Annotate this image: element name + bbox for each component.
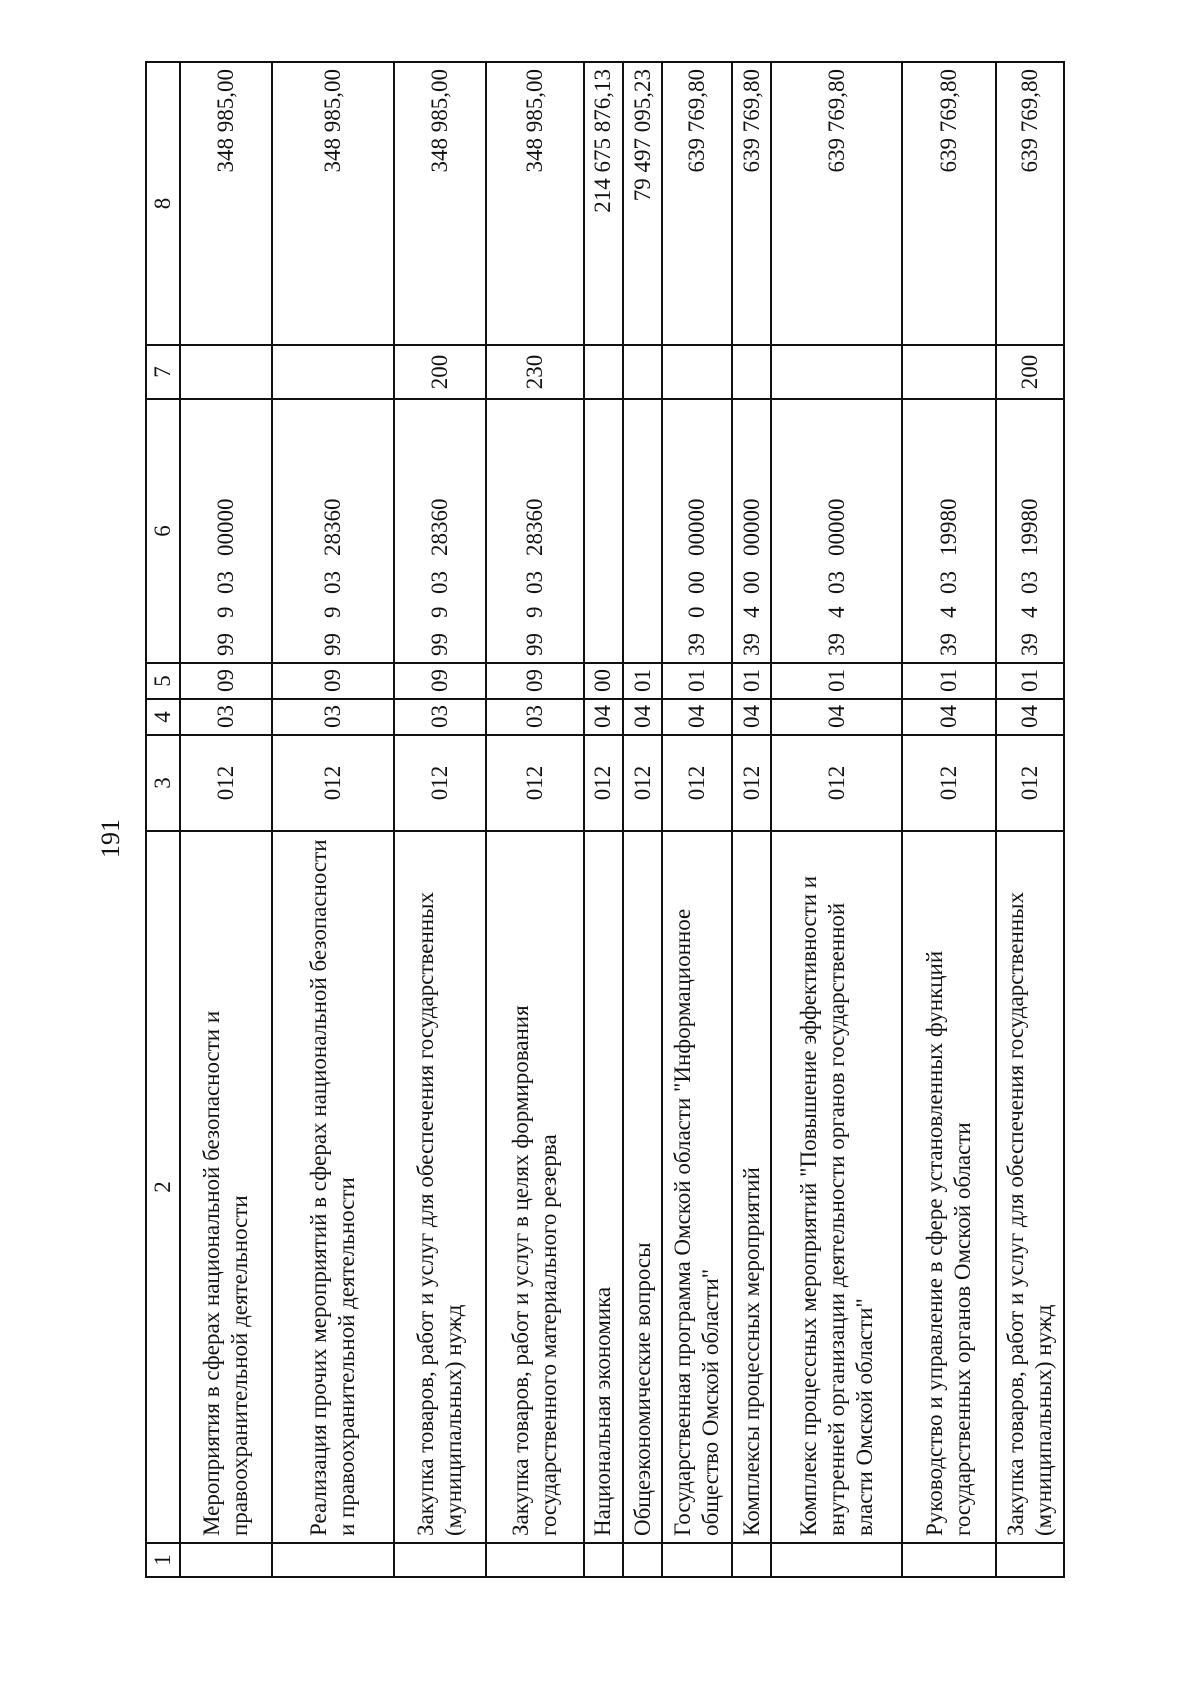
target-article-part: 99 <box>426 633 452 656</box>
target-article-part: 00 <box>684 571 710 594</box>
cell-col-1 <box>486 1543 584 1577</box>
table-row <box>902 62 996 1577</box>
cell-subsection: 09 <box>486 663 584 699</box>
cell-name: Комплексы процессных мероприятий <box>732 831 771 1543</box>
cell-subsection: 09 <box>272 663 394 699</box>
cell-target-article <box>394 399 486 663</box>
target-article-part: 4 <box>823 606 849 618</box>
target-article-part: 39 <box>823 633 849 656</box>
cell-subsection: 01 <box>662 663 732 699</box>
cell-section: 04 <box>996 699 1064 735</box>
cell-amount: 348 985,00 <box>394 62 486 345</box>
target-article-part: 03 <box>426 571 452 594</box>
cell-target-article <box>180 399 272 663</box>
cell-expense-type <box>902 345 996 399</box>
target-article-part: 00 <box>738 571 764 594</box>
cell-section: 04 <box>902 699 996 735</box>
cell-expense-type: 200 <box>996 345 1064 399</box>
cell-amount: 639 769,80 <box>732 62 771 345</box>
cell-col-1 <box>584 1543 623 1577</box>
cell-target-article <box>996 399 1064 663</box>
cell-amount: 348 985,00 <box>180 62 272 345</box>
cell-subsection: 01 <box>623 663 662 699</box>
cell-col-1 <box>996 1543 1064 1577</box>
cell-admin-code: 012 <box>623 735 662 831</box>
target-article-part: 39 <box>936 633 962 656</box>
target-article-part: 39 <box>1017 633 1043 656</box>
budget-table-rotated <box>145 63 1065 1578</box>
target-article-part: 03 <box>936 571 962 594</box>
table-row <box>486 62 584 1577</box>
cell-amount: 639 769,80 <box>771 62 902 345</box>
cell-expense-type <box>662 345 732 399</box>
cell-section: 04 <box>584 699 623 735</box>
target-article-part: 9 <box>426 606 452 618</box>
col-header-6: 6 <box>146 399 180 663</box>
cell-amount: 348 985,00 <box>272 62 394 345</box>
target-article-part: 28360 <box>319 498 345 556</box>
target-article-part: 99 <box>319 633 345 656</box>
cell-section: 04 <box>771 699 902 735</box>
page-number: 191 <box>96 819 125 858</box>
col-header-2: 2 <box>146 831 180 1543</box>
cell-amount: 348 985,00 <box>486 62 584 345</box>
cell-col-1 <box>662 1543 732 1577</box>
cell-name: Закупка товаров, работ и услуг для обеспечения государственных (муниципальных) нужд <box>394 831 486 1543</box>
cell-admin-code: 012 <box>732 735 771 831</box>
table-row <box>732 62 771 1577</box>
target-article-part: 0 <box>684 606 710 618</box>
target-article-part: 4 <box>936 606 962 618</box>
cell-amount: 639 769,80 <box>996 62 1064 345</box>
cell-admin-code: 012 <box>584 735 623 831</box>
cell-expense-type <box>180 345 272 399</box>
cell-section: 03 <box>486 699 584 735</box>
cell-target-article <box>771 399 902 663</box>
target-article-part: 39 <box>684 633 710 656</box>
target-article-part: 4 <box>1017 606 1043 618</box>
cell-target-article <box>623 399 662 663</box>
target-article-part: 39 <box>738 633 764 656</box>
target-article-part: 03 <box>521 571 547 594</box>
target-article-part: 99 <box>212 633 238 656</box>
target-article-part: 03 <box>212 571 238 594</box>
cell-admin-code: 012 <box>272 735 394 831</box>
cell-target-article <box>486 399 584 663</box>
target-article-part: 03 <box>823 571 849 594</box>
cell-amount: 79 497 095,23 <box>623 62 662 345</box>
cell-name: Закупка товаров, работ и услуг в целях формирования государственного материального резерва <box>486 831 584 1543</box>
target-article-part: 28360 <box>521 498 547 556</box>
target-article-part: 03 <box>319 571 345 594</box>
cell-subsection: 01 <box>771 663 902 699</box>
cell-subsection: 01 <box>902 663 996 699</box>
col-header-4: 4 <box>146 699 180 735</box>
col-header-8: 8 <box>146 62 180 345</box>
cell-target-article <box>902 399 996 663</box>
cell-expense-type: 200 <box>394 345 486 399</box>
cell-amount: 639 769,80 <box>902 62 996 345</box>
cell-admin-code: 012 <box>394 735 486 831</box>
cell-name: Комплекс процессных мероприятий "Повышение эффективности и внутренней организации деятельности органов государственной власти Омской области" <box>771 831 902 1543</box>
cell-section: 03 <box>272 699 394 735</box>
cell-section: 04 <box>623 699 662 735</box>
target-article-part: 00000 <box>212 498 238 556</box>
cell-name: Общеэкономические вопросы <box>623 831 662 1543</box>
cell-expense-type <box>771 345 902 399</box>
cell-subsection: 00 <box>584 663 623 699</box>
cell-subsection: 09 <box>180 663 272 699</box>
target-article-part: 4 <box>738 606 764 618</box>
target-article-part: 28360 <box>426 498 452 556</box>
table-row <box>272 62 394 1577</box>
cell-col-1 <box>272 1543 394 1577</box>
cell-admin-code: 012 <box>996 735 1064 831</box>
cell-subsection: 01 <box>996 663 1064 699</box>
cell-col-1 <box>180 1543 272 1577</box>
cell-col-1 <box>902 1543 996 1577</box>
cell-admin-code: 012 <box>771 735 902 831</box>
cell-amount: 639 769,80 <box>662 62 732 345</box>
cell-expense-type <box>732 345 771 399</box>
table-row <box>180 62 272 1577</box>
col-header-3: 3 <box>146 735 180 831</box>
cell-expense-type: 230 <box>486 345 584 399</box>
cell-target-article <box>732 399 771 663</box>
col-header-5: 5 <box>146 663 180 699</box>
target-article-part: 9 <box>212 606 238 618</box>
target-article-part: 03 <box>1017 571 1043 594</box>
cell-admin-code: 012 <box>662 735 732 831</box>
cell-col-1 <box>732 1543 771 1577</box>
col-header-7: 7 <box>146 345 180 399</box>
cell-amount: 214 675 876,13 <box>584 62 623 345</box>
cell-name: Мероприятия в сферах национальной безопасности и правоохранительной деятельности <box>180 831 272 1543</box>
cell-subsection: 01 <box>732 663 771 699</box>
table-row <box>394 62 486 1577</box>
cell-target-article <box>584 399 623 663</box>
cell-col-1 <box>623 1543 662 1577</box>
cell-col-1 <box>771 1543 902 1577</box>
cell-section: 03 <box>180 699 272 735</box>
cell-name: Государственная программа Омской области "Информационное общество Омской области" <box>662 831 732 1543</box>
target-article-part: 19980 <box>1017 498 1043 556</box>
cell-name: Руководство и управление в сфере установленных функций государственных органов Омской области <box>902 831 996 1543</box>
table-row <box>996 62 1064 1577</box>
cell-target-article <box>272 399 394 663</box>
cell-section: 04 <box>732 699 771 735</box>
cell-expense-type <box>272 345 394 399</box>
target-article-part: 19980 <box>936 498 962 556</box>
cell-admin-code: 012 <box>180 735 272 831</box>
target-article-part: 00000 <box>738 498 764 556</box>
cell-section: 04 <box>662 699 732 735</box>
cell-section: 03 <box>394 699 486 735</box>
table-row <box>584 62 623 1577</box>
header-row <box>146 62 180 1577</box>
col-header-1: 1 <box>146 1543 180 1577</box>
cell-name: Национальная экономика <box>584 831 623 1543</box>
target-article-part: 9 <box>319 606 345 618</box>
target-article-part: 00000 <box>684 498 710 556</box>
cell-name: Закупка товаров, работ и услуг для обеспечения государственных (муниципальных) нужд <box>996 831 1064 1543</box>
table-row <box>623 62 662 1577</box>
cell-expense-type <box>623 345 662 399</box>
budget-table <box>145 61 1065 1578</box>
cell-admin-code: 012 <box>486 735 584 831</box>
target-article-part: 9 <box>521 606 547 618</box>
cell-admin-code: 012 <box>902 735 996 831</box>
cell-col-1 <box>394 1543 486 1577</box>
cell-target-article <box>662 399 732 663</box>
table-row <box>771 62 902 1577</box>
cell-expense-type <box>584 345 623 399</box>
target-article-part: 99 <box>521 633 547 656</box>
target-article-part: 00000 <box>823 498 849 556</box>
table-row <box>662 62 732 1577</box>
cell-subsection: 09 <box>394 663 486 699</box>
cell-name: Реализация прочих мероприятий в сферах национальной безопасности и правоохранительной деятельности <box>272 831 394 1543</box>
